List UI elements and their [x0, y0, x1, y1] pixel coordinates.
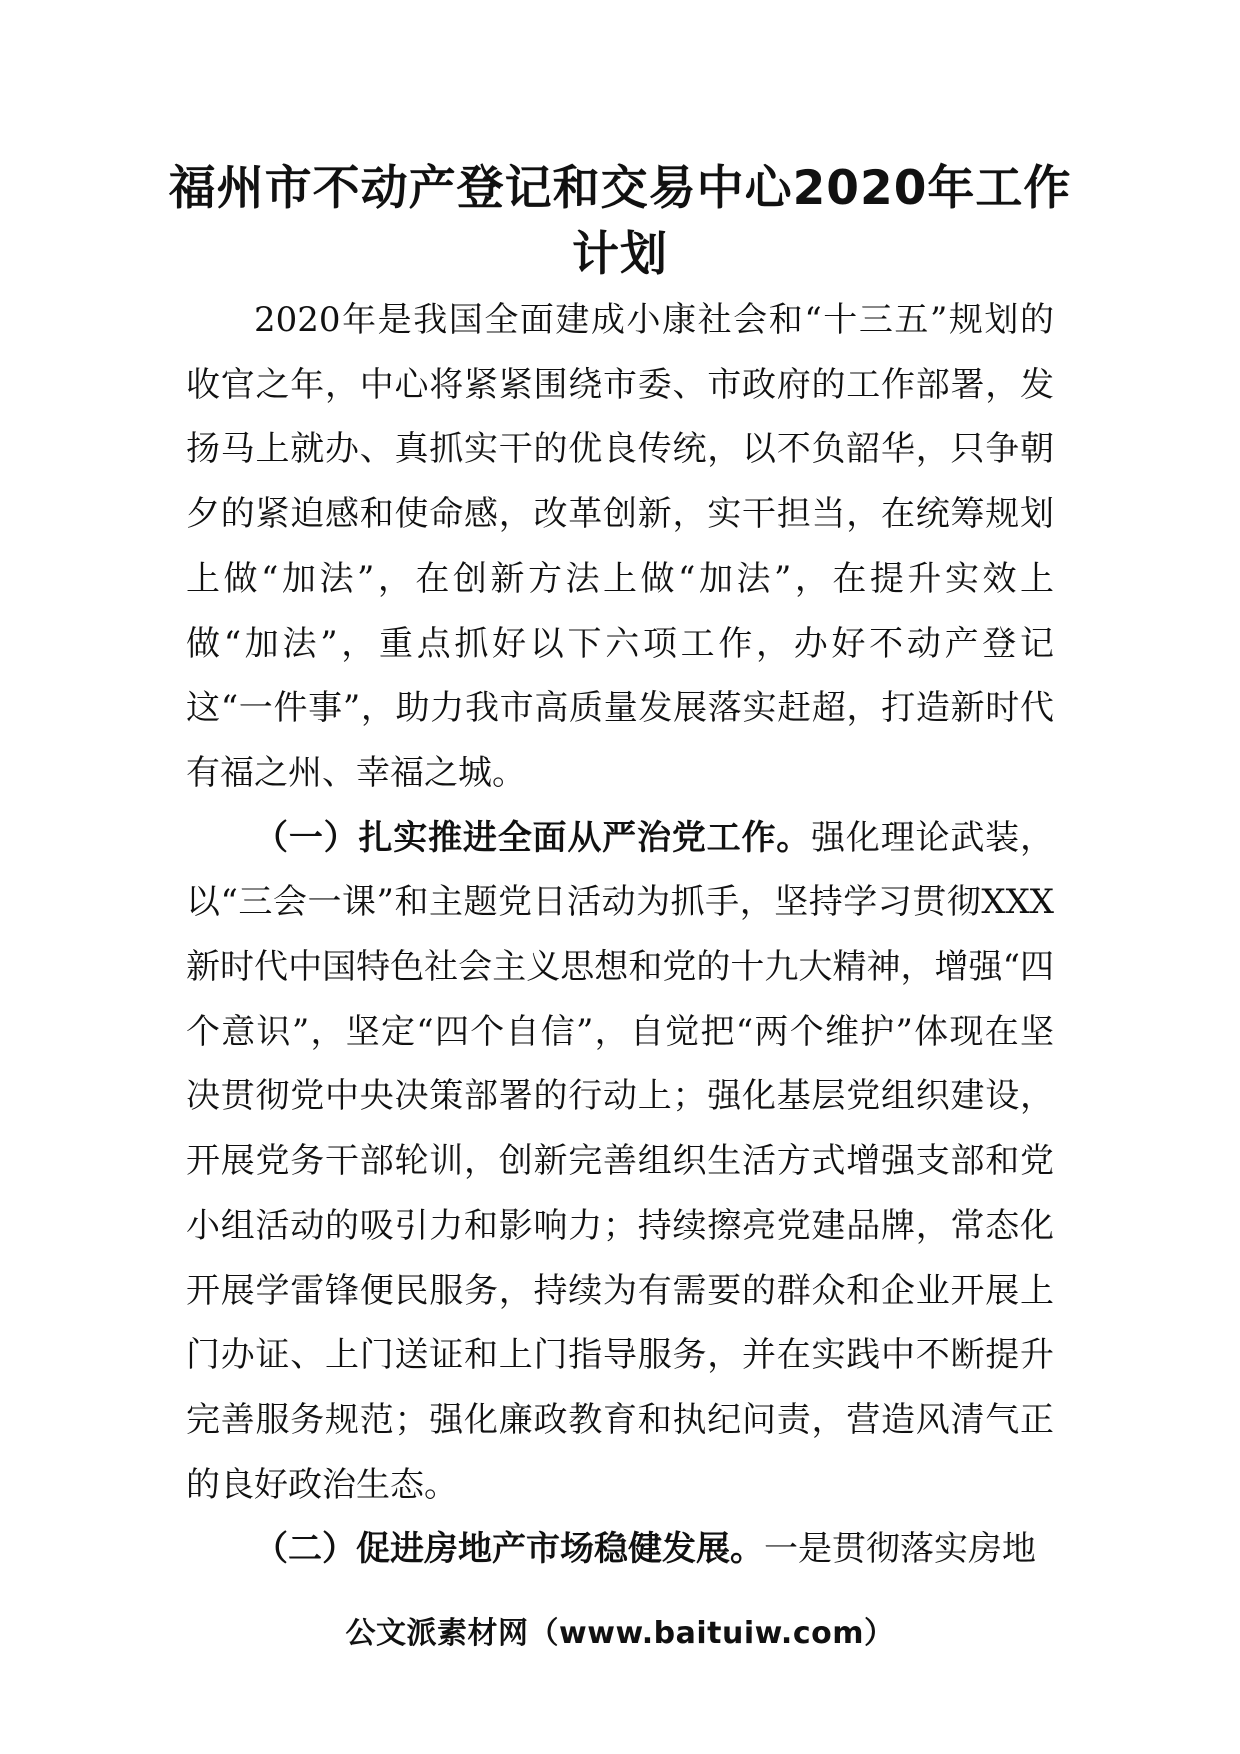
section-1-text: 强化理论武装，以“三会一课”和主题党日活动为抓手，坚持学习贯彻XXX新时代中国特色社会主义思想和党的十九大精神，增强“四个意识”，坚定“四个自信”，自觉把“两个维护”体现在坚决贯彻党中央决策部署的行动上；强化基层党组织建设，开展党务干部轮训，创新完善组织生活方式增强支部和党小组活动的吸引力和影响力；持续擦亮党建品牌，常态化开展学雷锋便民服务，持续为有需要的群众和企业开展上门办证、上门送证和上门指导服务，并在实践中不断提升完善服务规范；强化廉政教育和执纪问责，营造风清气正的良好政治生态。 [186, 817, 1055, 1505]
document-body [186, 288, 1054, 1582]
section-1-heading: （一）扎实推进全面从严治党工作。 [254, 817, 812, 858]
footer-watermark: 公文派素材网（www.baituiw.com） [345, 1616, 895, 1651]
intro-paragraph: 2020年是我国全面建成小康社会和“十三五”规划的收官之年，中心将紧紧围绕市委、市政府的工作部署，发扬马上就办、真抓实干的优良传统，以不负韶华，只争朝夕的紧迫感和使命感，改革创新，实干担当，在统筹规划上做“加法”，在创新方法上做“加法”，在提升实效上做“加法”，重点抓好以下六项工作，办好不动产登记这“一件事”，助力我市高质量发展落实赶超，打造新时代有福之州、幸福之城。 [186, 300, 1054, 793]
section-2-paragraph [186, 1517, 1054, 1582]
section-2-text: 一是贯彻落实房地 [764, 1529, 1036, 1570]
section-2-heading: （二）促进房地产市场稳健发展。 [254, 1529, 764, 1570]
section-1-paragraph [186, 806, 1054, 1518]
document-title: 福州市不动产登记和交易中心2020年工作计划 [168, 161, 1072, 282]
